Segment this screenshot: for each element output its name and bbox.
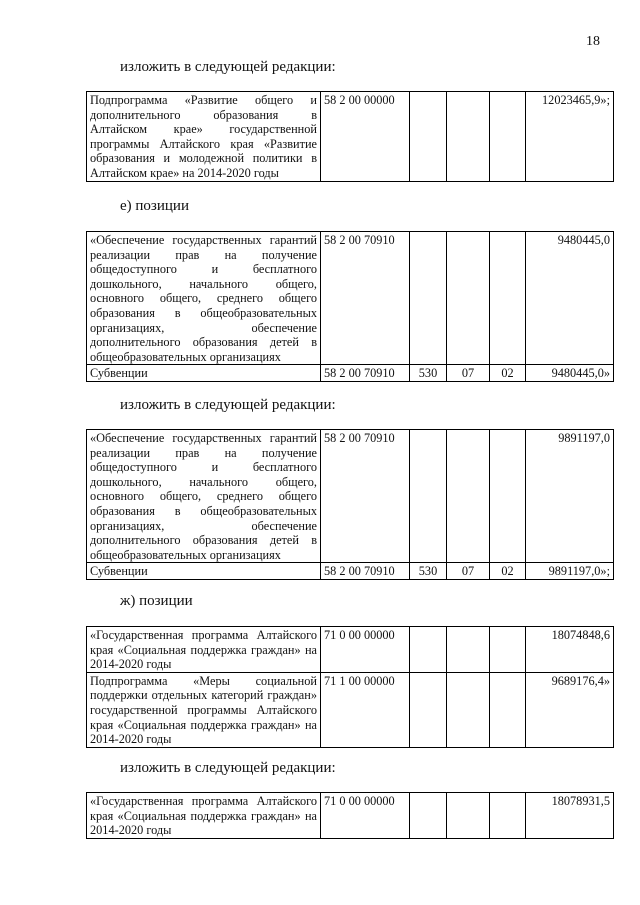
heading-edit-3: изложить в следующей редакции: xyxy=(120,760,336,776)
row-name: «Государственная программа Алтайского края «Социальная поддержка граждан» на 2014-2020 годы xyxy=(87,627,321,673)
table-social-support-old xyxy=(86,626,614,748)
table-social-support-new xyxy=(86,792,614,839)
row-rz: 07 xyxy=(447,365,490,382)
row-vr xyxy=(410,793,447,839)
heading-edit-2: изложить в следующей редакции: xyxy=(120,397,336,413)
row-name: «Обеспечение государственных гарантий реализации прав на получение общедоступного и бесплатного дошкольного, начального общего, основного общего, среднего общего образования в общеобразовательных организациях, обеспечение дополнительного образования детей в общеобразовательных организациях xyxy=(87,430,321,563)
row-pr xyxy=(490,793,526,839)
table-row xyxy=(87,627,614,673)
table-row xyxy=(87,92,614,182)
row-vr xyxy=(410,672,447,747)
table-row xyxy=(87,672,614,747)
row-pr xyxy=(490,672,526,747)
row-code: 58 2 00 00000 xyxy=(321,92,410,182)
row-code: 71 0 00 00000 xyxy=(321,793,410,839)
row-sum: 9891197,0 xyxy=(526,430,614,563)
row-code: 58 2 00 70910 xyxy=(321,365,410,382)
table-row xyxy=(87,793,614,839)
row-rz xyxy=(447,92,490,182)
table-subprogram-education xyxy=(86,91,614,182)
row-sum: 18078931,5 xyxy=(526,793,614,839)
row-vr xyxy=(410,232,447,365)
table-row xyxy=(87,365,614,382)
table-row xyxy=(87,430,614,563)
row-rz xyxy=(447,430,490,563)
row-sum: 9891197,0»; xyxy=(526,563,614,580)
row-rz xyxy=(447,793,490,839)
row-vr: 530 xyxy=(410,563,447,580)
row-pr xyxy=(490,92,526,182)
row-code: 58 2 00 70910 xyxy=(321,563,410,580)
page-number: 18 xyxy=(586,34,600,49)
heading-section-zh: ж) позиции xyxy=(120,593,193,609)
row-vr xyxy=(410,92,447,182)
row-vr xyxy=(410,627,447,673)
row-rz: 07 xyxy=(447,563,490,580)
row-pr: 02 xyxy=(490,563,526,580)
row-sum: 12023465,9»; xyxy=(526,92,614,182)
row-rz xyxy=(447,232,490,365)
row-name: «Обеспечение государственных гарантий реализации прав на получение общедоступного и бесплатного дошкольного, начального общего, основного общего, среднего общего образования в общеобразовательных организациях, обеспечение дополнительного образования детей в общеобразовательных организациях xyxy=(87,232,321,365)
row-sum: 9689176,4» xyxy=(526,672,614,747)
row-vr xyxy=(410,430,447,563)
row-pr xyxy=(490,627,526,673)
row-name: «Государственная программа Алтайского края «Социальная поддержка граждан» на 2014-2020 годы xyxy=(87,793,321,839)
row-vr: 530 xyxy=(410,365,447,382)
row-code: 58 2 00 70910 xyxy=(321,232,410,365)
row-sum: 9480445,0 xyxy=(526,232,614,365)
row-name: Подпрограмма «Развитие общего и дополнительного образования в Алтайском крае» государственной программы Алтайского края «Развитие образования и молодежной политики в Алтайском крае» на 2014-2020 годы xyxy=(87,92,321,182)
heading-section-e: е) позиции xyxy=(120,198,189,214)
row-name: Подпрограмма «Меры социальной поддержки отдельных категорий граждан» государственной программы Алтайского края «Социальная поддержка граждан» на 2014-2020 годы xyxy=(87,672,321,747)
row-sum: 18074848,6 xyxy=(526,627,614,673)
row-sum: 9480445,0» xyxy=(526,365,614,382)
row-pr xyxy=(490,232,526,365)
row-code: 58 2 00 70910 xyxy=(321,430,410,563)
heading-edit-1: изложить в следующей редакции: xyxy=(120,59,336,75)
row-pr xyxy=(490,430,526,563)
table-guarantees-new xyxy=(86,429,614,580)
row-rz xyxy=(447,627,490,673)
table-guarantees-old xyxy=(86,231,614,382)
row-name: Субвенции xyxy=(87,365,321,382)
row-name: Субвенции xyxy=(87,563,321,580)
row-rz xyxy=(447,672,490,747)
table-row xyxy=(87,563,614,580)
row-pr: 02 xyxy=(490,365,526,382)
row-code: 71 1 00 00000 xyxy=(321,672,410,747)
table-row xyxy=(87,232,614,365)
row-code: 71 0 00 00000 xyxy=(321,627,410,673)
